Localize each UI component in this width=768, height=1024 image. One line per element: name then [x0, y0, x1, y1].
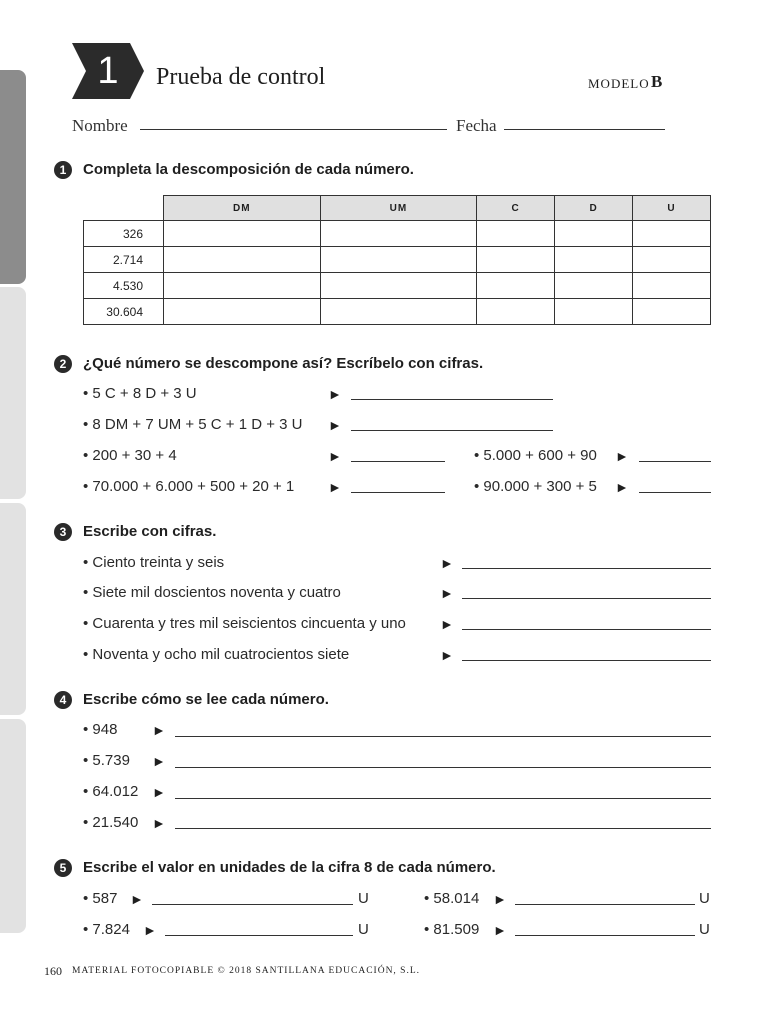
question-4-number: 4: [54, 691, 72, 709]
column-header: C: [477, 196, 555, 221]
answer-line[interactable]: [639, 492, 711, 493]
arrow-icon: ►: [440, 555, 454, 571]
row-number: 326: [84, 221, 164, 247]
answer-cell[interactable]: [477, 221, 555, 247]
answer-cell[interactable]: [633, 299, 711, 325]
answer-line[interactable]: [152, 904, 353, 905]
q5-item: • 587: [83, 890, 118, 907]
arrow-icon: ►: [440, 647, 454, 663]
q3-item: • Cuarenta y tres mil seiscientos cincuenta y uno: [83, 615, 406, 632]
arrow-icon: ►: [152, 722, 166, 738]
q5-item: • 7.824: [83, 921, 130, 938]
page-title: Prueba de control: [156, 64, 326, 90]
arrow-icon: ►: [152, 784, 166, 800]
name-label: Nombre: [72, 116, 128, 135]
answer-cell[interactable]: [164, 273, 321, 299]
q3-item: • Siete mil doscientos noventa y cuatro: [83, 584, 341, 601]
footer-copyright: MATERIAL FOTOCOPIABLE © 2018 SANTILLANA EDUCACIÓN, S.L.: [72, 966, 421, 976]
answer-cell[interactable]: [164, 247, 321, 273]
answer-cell[interactable]: [477, 299, 555, 325]
date-label: Fecha: [456, 116, 497, 135]
arrow-icon: ►: [328, 448, 342, 464]
question-5-title: Escribe el valor en unidades de la cifra 8 de cada número.: [83, 859, 496, 876]
q2-item: • 70.000 + 6.000 + 500 + 20 + 1: [83, 478, 295, 495]
answer-line[interactable]: [639, 461, 711, 462]
answer-cell[interactable]: [164, 221, 321, 247]
answer-cell[interactable]: [555, 273, 633, 299]
q4-item: • 64.012: [83, 783, 139, 800]
q2-item: • 5 C + 8 D + 3 U: [83, 385, 197, 402]
arrow-icon: ►: [493, 891, 507, 907]
question-1-number: 1: [54, 161, 72, 179]
row-number: 4.530: [84, 273, 164, 299]
q2-item: • 200 + 30 + 4: [83, 447, 177, 464]
answer-line[interactable]: [351, 492, 445, 493]
q4-item: • 21.540: [83, 814, 139, 831]
q5-item: • 81.509: [424, 921, 480, 938]
unit-suffix: U: [699, 921, 710, 938]
table-row: [84, 273, 711, 299]
date-field[interactable]: [504, 129, 665, 130]
answer-line[interactable]: [351, 461, 445, 462]
answer-cell[interactable]: [164, 299, 321, 325]
answer-line[interactable]: [462, 629, 711, 630]
answer-cell[interactable]: [555, 221, 633, 247]
q3-item: • Ciento treinta y seis: [83, 554, 225, 571]
answer-cell[interactable]: [633, 221, 711, 247]
row-number: 2.714: [84, 247, 164, 273]
unit-suffix: U: [699, 890, 710, 907]
q2-item: • 90.000 + 300 + 5: [474, 478, 597, 495]
answer-line[interactable]: [515, 904, 695, 905]
answer-line[interactable]: [175, 736, 711, 737]
unit-number: 1: [97, 50, 119, 92]
side-tab-4: [0, 719, 26, 933]
unit-suffix: U: [358, 921, 369, 938]
answer-line[interactable]: [351, 399, 553, 400]
arrow-icon: ►: [328, 479, 342, 495]
answer-line[interactable]: [165, 935, 353, 936]
arrow-icon: ►: [328, 417, 342, 433]
answer-cell[interactable]: [320, 299, 477, 325]
table-corner: [84, 196, 164, 221]
column-header: UM: [320, 196, 477, 221]
arrow-icon: ►: [615, 479, 629, 495]
q2-item: • 5.000 + 600 + 90: [474, 447, 597, 464]
answer-cell[interactable]: [477, 273, 555, 299]
question-3-number: 3: [54, 523, 72, 541]
unit-suffix: U: [358, 890, 369, 907]
answer-cell[interactable]: [555, 299, 633, 325]
arrow-icon: ►: [152, 815, 166, 831]
answer-cell[interactable]: [633, 273, 711, 299]
answer-cell[interactable]: [320, 273, 477, 299]
answer-line[interactable]: [175, 798, 711, 799]
q2-item: • 8 DM + 7 UM + 5 C + 1 D + 3 U: [83, 416, 303, 433]
q4-item: • 948: [83, 721, 118, 738]
answer-cell[interactable]: [320, 247, 477, 273]
answer-line[interactable]: [462, 568, 711, 569]
page-number: 160: [44, 964, 62, 978]
arrow-icon: ►: [615, 448, 629, 464]
q4-item: • 5.739: [83, 752, 130, 769]
side-tab-2: [0, 287, 26, 499]
question-4-title: Escribe cómo se lee cada número.: [83, 691, 329, 708]
question-5-number: 5: [54, 859, 72, 877]
row-number: 30.604: [84, 299, 164, 325]
arrow-icon: ►: [440, 585, 454, 601]
side-tab-dark: [0, 70, 26, 284]
column-header: U: [633, 196, 711, 221]
answer-line[interactable]: [175, 828, 711, 829]
answer-cell[interactable]: [477, 247, 555, 273]
arrow-icon: ►: [440, 616, 454, 632]
column-header: D: [555, 196, 633, 221]
table-row: [84, 299, 711, 325]
arrow-icon: ►: [152, 753, 166, 769]
table-row: [84, 221, 711, 247]
column-header: DM: [164, 196, 321, 221]
question-1-title: Completa la descomposición de cada número.: [83, 161, 414, 178]
q3-item: • Noventa y ocho mil cuatrocientos siete: [83, 646, 350, 663]
q5-item: • 58.014: [424, 890, 480, 907]
answer-cell[interactable]: [320, 221, 477, 247]
arrow-icon: ►: [143, 922, 157, 938]
question-2-number: 2: [54, 355, 72, 373]
answer-line[interactable]: [351, 430, 553, 431]
answer-line[interactable]: [515, 935, 695, 936]
question-3-title: Escribe con cifras.: [83, 523, 217, 540]
arrow-icon: ►: [493, 922, 507, 938]
table-row: [84, 247, 711, 273]
model-label: MODELO: [588, 76, 650, 91]
arrow-icon: ►: [130, 891, 144, 907]
arrow-icon: ►: [328, 386, 342, 402]
name-field[interactable]: [140, 129, 447, 130]
answer-line[interactable]: [462, 660, 711, 661]
answer-line[interactable]: [462, 598, 711, 599]
side-tab-3: [0, 503, 26, 715]
answer-line[interactable]: [175, 767, 711, 768]
answer-cell[interactable]: [555, 247, 633, 273]
answer-cell[interactable]: [633, 247, 711, 273]
decomposition-table: [83, 195, 711, 325]
model-value: B: [651, 72, 663, 91]
question-2-title: ¿Qué número se descompone así? Escríbelo con cifras.: [83, 355, 484, 372]
